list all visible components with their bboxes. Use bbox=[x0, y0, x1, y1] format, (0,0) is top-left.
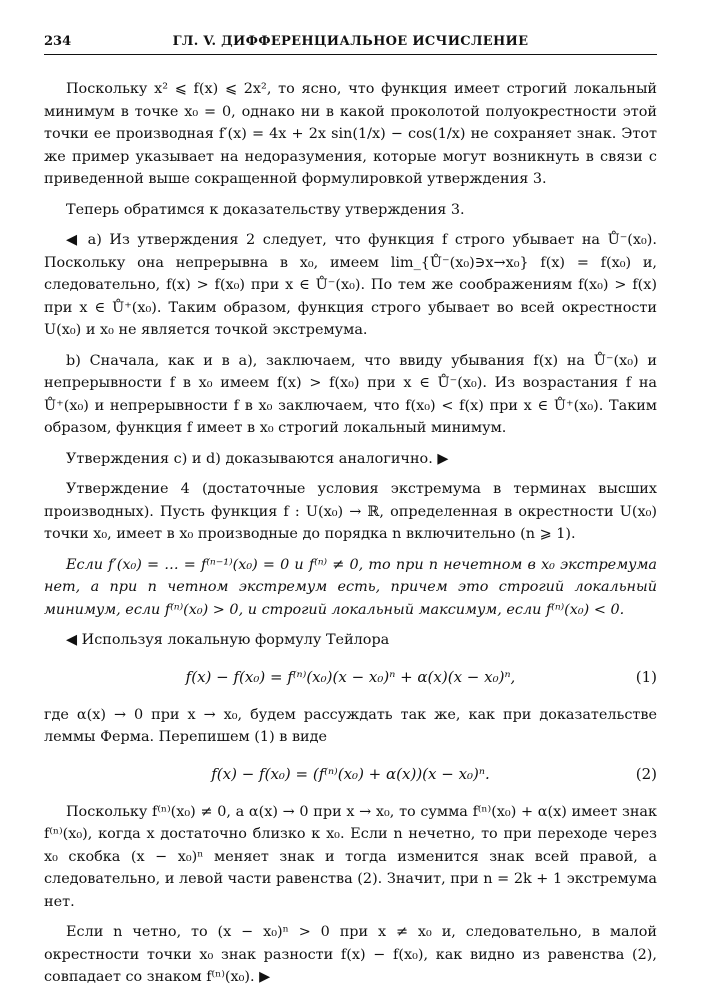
running-header bbox=[44, 30, 657, 55]
paragraph-even-case: Если n четно, то (x − x₀)ⁿ > 0 при x ≠ x₀ и, следовательно, в малой окрестности точки x₀ знак разности f(x) − f(x₀), как видно из равенства (2), совпадает со знаком f⁽ⁿ⁾(x₀). ▶ bbox=[44, 924, 657, 985]
equation-2-body: f(x) − f(x₀) = (f⁽ⁿ⁾(x₀) + α(x))(x − x₀)ⁿ. bbox=[211, 764, 490, 783]
paragraph-proof-b: b) Сначала, как и в a), заключаем, что ввиду убывания f(x) на Ů⁻(x₀) и непрерывности f в x₀ имеем f(x) > f(x₀) при x ∈ Ů⁻(x₀). Из возрастания f на Ů⁺(x₀) и непрерывности f в x₀ заключаем, что f(x₀) < f(x) при x ∈ Ů⁺(x₀). Таким образом, функция f имеет в x₀ строгий локальный минимум. bbox=[44, 352, 657, 436]
equation-1 bbox=[44, 660, 657, 694]
equation-1-tag: (1) bbox=[635, 667, 657, 686]
equation-2-tag: (2) bbox=[635, 764, 657, 783]
page-body bbox=[44, 78, 657, 997]
running-title: ГЛ. V. ДИФФЕРЕНЦИАЛЬНОЕ ИСЧИСЛЕНИЕ bbox=[172, 34, 529, 49]
equation-1-body: f(x) − f(x₀) = f⁽ⁿ⁾(x₀)(x − x₀)ⁿ + α(x)(x − x₀)ⁿ, bbox=[185, 667, 516, 686]
paragraph-proof-cd: Утверждения c) и d) доказываются аналогично. ▶ bbox=[66, 450, 449, 467]
statement-4-condition: Если f′(x₀) = … = f⁽ⁿ⁻¹⁾(x₀) = 0 и f⁽ⁿ⁾ ≠ 0, то при n нечетном в x₀ экстремума нет, а при n четном экстремум есть, причем это строгий локальный минимум, если f⁽ⁿ⁾(x₀) > 0, и строгий локальный максимум, если f⁽ⁿ⁾(x₀) < 0. bbox=[44, 556, 657, 618]
statement-4: Утверждение 4 (достаточные условия экстремума в терминах высших производных). Пусть функция f : U(x₀) → ℝ, определенная в окрестности U(x₀) точки x₀, имеет в x₀ производные до порядка n включительно (n ⩾ 1). bbox=[44, 481, 657, 542]
paragraph-example-remark: Поскольку x² ⩽ f(x) ⩽ 2x², то ясно, что функция имеет строгий локальный минимум в точке x₀ = 0, однако ни в какой проколотой полуокрестности этой точки ее производная f′(x) = 4x + 2x sin(1/x) − cos(1/x) не сохраняет знак. Этот же пример указывает на недоразумения, которые могут возникнуть в связи с приведенной выше сокращенной формулировкой утверждения 3. bbox=[44, 81, 657, 187]
paragraph-proof-a: ◀ a) Из утверждения 2 следует, что функция f строго убывает на Ů⁻(x₀). Поскольку она непрерывна в x₀, имеем lim_{Ů⁻(x₀)∋x→x₀} f(x) = f(x₀) и, следовательно, f(x) > f(x₀) при x ∈ Ů⁻(x₀). По тем же соображениям f(x₀) > f(x) при x ∈ Ů⁺(x₀). Таким образом, функция строго убывает во всей окрестности U(x₀) и x₀ не является точкой экстремума. bbox=[44, 232, 657, 338]
paragraph-odd-case: Поскольку f⁽ⁿ⁾(x₀) ≠ 0, а α(x) → 0 при x → x₀, то сумма f⁽ⁿ⁾(x₀) + α(x) имеет знак f⁽ⁿ⁾(x₀), когда x достаточно близко к x₀. Если n нечетно, то при переходе через x₀ скобка (x − x₀)ⁿ меняет знак и тогда изменится знак всей правой, а следовательно, и левой части равенства (2). Значит, при n = 2k + 1 экстремума нет. bbox=[44, 803, 657, 910]
paragraph-proof-intro: Теперь обратимся к доказательству утверждения 3. bbox=[66, 201, 465, 218]
page-number: 234 bbox=[44, 34, 72, 49]
equation-2 bbox=[44, 757, 657, 791]
paragraph-alpha: где α(x) → 0 при x → x₀, будем рассуждать так же, как при доказательстве леммы Ферма. Перепишем (1) в виде bbox=[44, 706, 657, 745]
paragraph-taylor-intro: ◀ Используя локальную формулу Тейлора bbox=[66, 632, 390, 648]
